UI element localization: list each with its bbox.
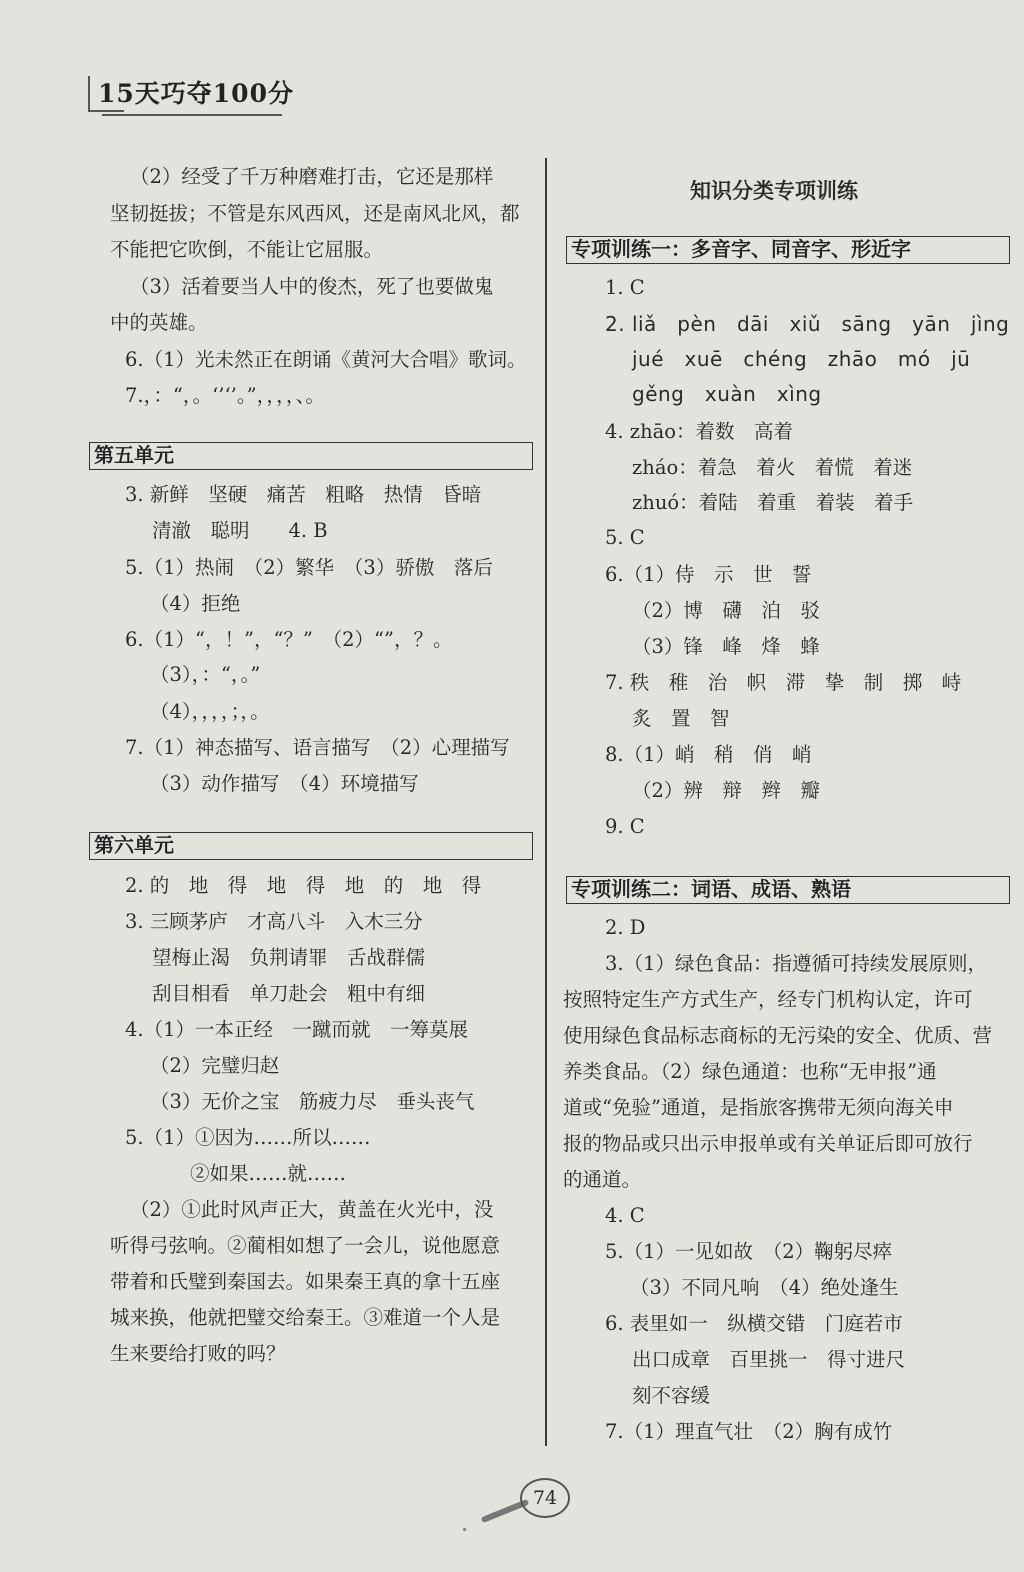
- section-heading: 第六单元: [89, 832, 533, 860]
- answer-line: 2. 的 地 得 地 得 地 的 地 得: [125, 874, 482, 897]
- subsection-heading: 专项训练二：词语、成语、熟语: [566, 876, 1010, 904]
- page-number: 74: [520, 1478, 570, 1518]
- answer-line: （4）拒绝: [150, 592, 241, 615]
- answer-line: 2. liǎ pèn dāi xiǔ sāng yān jìng: [605, 312, 1010, 336]
- answer-line: 4. zhāo：着数 高着: [605, 420, 794, 443]
- answer-line: 出口成章 百里挑一 得寸进尺: [632, 1348, 906, 1371]
- answer-line: 6.（1）侍 示 世 誓: [605, 563, 812, 586]
- answer-line: 4. C: [605, 1204, 645, 1227]
- answer-line: zhuó：着陆 着重 着装 着手: [632, 491, 914, 514]
- answer-line: 5.（1）热闹 （2）繁华 （3）骄傲 落后: [125, 556, 493, 579]
- answer-line: 城来换，他就把璧交给秦王。③难道一个人是: [110, 1306, 501, 1329]
- answer-line: 刻不容缓: [632, 1384, 711, 1407]
- answer-line: 生来要给打败的吗？: [110, 1342, 286, 1365]
- answer-line: 5. C: [605, 526, 645, 549]
- answer-line: 8.（1）峭 稍 俏 峭: [605, 743, 812, 766]
- answer-line: （3）锋 峰 烽 蜂: [632, 635, 820, 658]
- answer-line: 刮目相看 单刀赴会 粗中有细: [152, 982, 426, 1005]
- answer-line: （3）不同凡响 （4）绝处逢生: [630, 1276, 899, 1299]
- answer-line: 9. C: [605, 815, 645, 838]
- answer-line: 3. 新鲜 坚硬 痛苦 粗略 热情 昏暗: [125, 483, 482, 506]
- brand-logo: [88, 70, 348, 120]
- answer-line: 带着和氏璧到秦国去。如果秦王真的拿十五座: [110, 1270, 501, 1293]
- answer-line: （2）辨 辩 辫 瓣: [632, 779, 820, 802]
- answer-line: （2）①此时风声正大，黄盖在火光中，没: [130, 1198, 494, 1221]
- subsection-heading: 专项训练一：多音字、同音字、形近字: [566, 236, 1010, 264]
- answer-line: 使用绿色食品标志商标的无污染的安全、优质、营: [563, 1024, 993, 1047]
- answer-line: 3. 三顾茅庐 才高八斗 入木三分: [125, 910, 423, 933]
- answer-line: 1. C: [605, 276, 645, 299]
- answer-line: 的通道。: [563, 1168, 642, 1191]
- answer-line: 按照特定生产方式生产，经专门机构认定，许可: [563, 988, 973, 1011]
- decorative-dot: [463, 1528, 466, 1531]
- answer-line: 中的英雄。: [110, 311, 208, 334]
- answer-line: 3.（1）绿色食品：指遵循可持续发展原则，: [605, 952, 988, 975]
- answer-line: （4），，，，；，。: [150, 700, 270, 723]
- answer-line: 5.（1）①因为……所以……: [125, 1126, 371, 1149]
- answer-line: 不能把它吹倒，不能让它屈服。: [110, 238, 384, 261]
- answer-line: 坚韧挺拔；不管是东风西风，还是南风北风，都: [110, 202, 520, 225]
- answer-line: 7.，：“，。‘’‘’。”，，，，、。: [125, 384, 325, 407]
- answer-line: 7.（1）神态描写、语言描写 （2）心理描写: [125, 736, 510, 759]
- logo-underline: [102, 114, 282, 116]
- answer-line: （3）动作描写 （4）环境描写: [150, 772, 419, 795]
- answer-line: 报的物品或只出示申报单或有关单证后即可放行: [563, 1132, 973, 1155]
- answer-line: 5.（1）一见如故 （2）鞠躬尽瘁: [605, 1240, 893, 1263]
- answer-line: 6.（1）“，！”，“？” （2）“”，？。: [125, 628, 453, 651]
- section-heading: 第五单元: [89, 442, 533, 470]
- answer-line: （2）博 礴 泊 驳: [632, 599, 820, 622]
- answer-line: zháo：着急 着火 着慌 着迷: [632, 456, 913, 479]
- section-title: 知识分类专项训练: [690, 179, 858, 203]
- answer-line: 望梅止渴 负荆请罪 舌战群儒: [152, 946, 426, 969]
- answer-line: jué xuē chéng zhāo mó jū: [632, 347, 971, 371]
- answer-line: 6. 表里如一 纵横交错 门庭若市: [605, 1312, 903, 1335]
- answer-line: 听得弓弦响。②蔺相如想了一会儿，说他愿意: [110, 1234, 501, 1257]
- answer-line: 2. D: [605, 916, 646, 939]
- answer-line: 4.（1）一本正经 一蹴而就 一筹莫展: [125, 1018, 469, 1041]
- answer-line: 清澈 聪明 4. B: [152, 519, 328, 542]
- answer-line: 养类食品。（2）绿色通道：也称“无申报”通: [563, 1060, 937, 1083]
- answer-line: ②如果……就……: [190, 1162, 347, 1185]
- answer-line: gěng xuàn xìng: [632, 382, 822, 406]
- answer-line: 7. 秩 稚 治 帜 滞 挚 制 掷 峙: [605, 671, 962, 694]
- answer-line: （2）完璧归赵: [150, 1054, 280, 1077]
- answer-line: 道或“免验”通道，是指旅客携带无须向海关申: [563, 1096, 954, 1119]
- answer-line: （3），：“，。”: [150, 663, 261, 686]
- answer-line: （2）经受了千万种磨难打击，它还是那样: [130, 165, 494, 188]
- brand-title: 15天巧夺100分: [98, 79, 294, 108]
- answer-line: 炙 置 智: [632, 707, 730, 730]
- answer-line: 6.（1）光未然正在朗诵《黄河大合唱》歌词。: [125, 348, 527, 371]
- answer-line: （3）无价之宝 筋疲力尽 垂头丧气: [150, 1090, 475, 1113]
- answer-line: （3）活着要当人中的俊杰，死了也要做鬼: [130, 275, 494, 298]
- column-divider: [545, 158, 547, 1446]
- answer-line: 7.（1）理直气壮 （2）胸有成竹: [605, 1420, 893, 1443]
